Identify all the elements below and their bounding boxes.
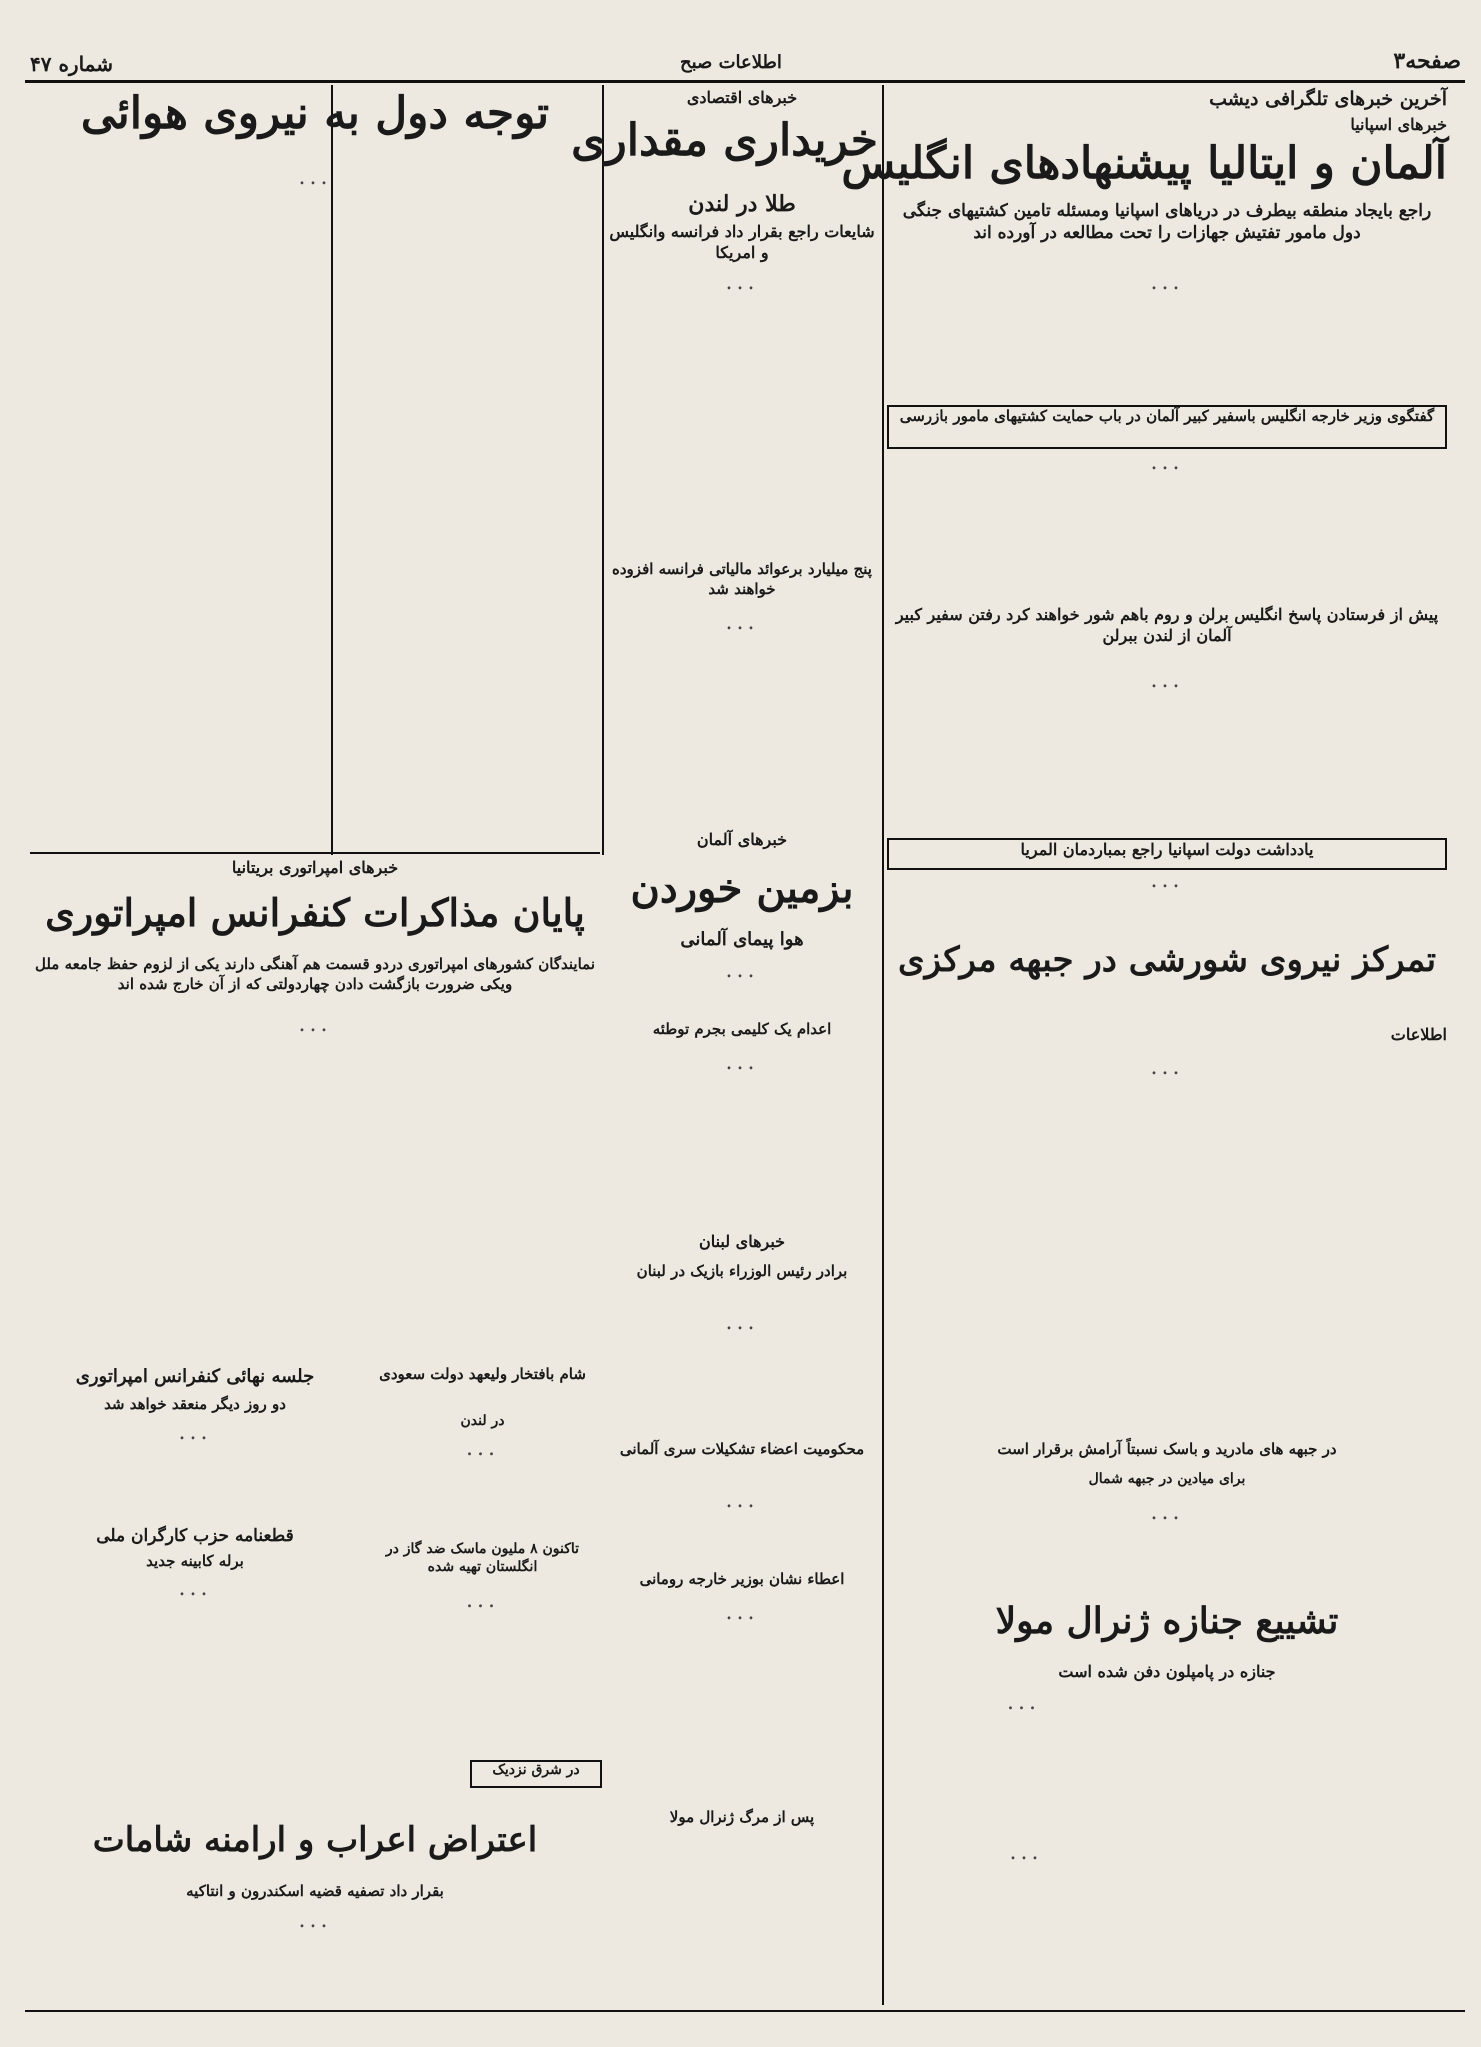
labour-title-block [30,1525,360,1551]
imperial-headline: پایان مذاکرات کنفرانس امپراتوری [45,890,585,935]
footer-rule [25,2010,1465,2012]
germany-body-1 [606,958,878,1018]
body-text: ... [1150,270,1184,295]
section-label: خبرهای امپراتوری بریتانیا [231,858,399,877]
spain-headline-block [841,138,1447,198]
central-front-box [887,1440,1447,1468]
economy-label-block [606,88,878,114]
body-text: ... [1007,1690,1040,1715]
mola-subheadline: جنازه در پامپلون دفن شده است [1058,1662,1276,1681]
section-label: در شرق نزدیک [492,1762,580,1778]
body-text: ... [1009,1840,1043,1865]
imperial-label-block [30,858,600,886]
gold-subheadline: طلا در لندن [688,191,796,217]
lebanon-body-3 [606,1600,878,1670]
gas-title: تاکنون ۸ ملیون ماسک ضد گاز در انگلستان تهیه شده [385,1541,580,1576]
saudi-sub-block [365,1412,600,1434]
column-divider [602,85,604,855]
saudi-sub: در لندن [460,1413,505,1429]
air-force-headline: توجه دول به نیروی هوائی [80,88,550,139]
body-text: ... [725,270,759,295]
air-force-headline-block [30,88,600,160]
body-text: ... [725,610,759,635]
lebanon-label-block [606,1232,878,1256]
central-front-headline-block [887,940,1447,1000]
gold-sub2-block [606,222,878,268]
horizontal-divider [30,852,600,854]
conf-sub: دو روز دیگر منعقد خواهد شد [104,1395,286,1413]
spain-subheadline-block [887,200,1447,266]
box-title: اعطاء نشان بوزیر خارجه رومانی [639,1570,845,1588]
gold-sub2: شایعات راجع بقرار داد فرانسه وانگلیس و امریکا [609,222,875,262]
box-title: اعدام یک کلیمی بجرم توطئه [652,1020,832,1038]
gold-headline-block [571,115,878,185]
lebanon-box2-block [606,1570,878,1598]
gold-headline: خریداری مقداری [571,115,878,166]
arab-body [30,1908,600,2003]
body-text: ... [725,958,759,983]
issue-number: شماره ۴۷ [30,52,113,76]
paper-name-date: اطلاعات صبح [680,52,782,73]
imperial-subheadline: نمایندگان کشورهای امپراتوری دردو قسمت هم آهنگی دارند یکی از لزوم حفظ جامعه ملل ویکی ضرورت بازگشت دادن چهاردولتی که از آن خارج شده اند [34,955,595,993]
body-text: ... [178,1420,212,1445]
lebanon-body-2 [606,1488,878,1568]
body-text: ... [298,1908,332,1933]
imperial-body [30,1012,600,1362]
central-front-body-2 [887,1500,1447,1595]
section-label: خبرهای لبنان [698,1232,786,1251]
germany-headline: بزمین خوردن [630,865,854,912]
body-text: ... [725,1050,759,1075]
body-text: ... [1150,1500,1184,1525]
gold-sub-block [606,190,878,220]
east-label-block [470,1760,602,1788]
arab-sub: بقرار داد تصفیه قضیه اسکندرون و انتاکیه [186,1882,444,1900]
body-text: ... [725,1310,759,1335]
spain-headline: آلمان و ایتالیا پیشنهادهای انگلیس [841,138,1447,189]
body-text: ... [1150,1055,1184,1080]
section-label: آخرین خبرهای تلگرافی دیشب [1209,88,1447,110]
labour-sub-block [30,1552,360,1574]
central-front-section [1300,1025,1447,1051]
labour-body [30,1576,360,1696]
conf-sub-block [30,1395,360,1419]
saudi-title-block [365,1365,600,1411]
section-label: خبرهای اقتصادی [686,88,798,107]
box-title: گفتگوی وزیر خارجه انگلیس باسفیر کبیر آلمان در باب حمایت کشتیهای مامور بازرسی [899,407,1435,425]
body-text: ... [1150,450,1184,475]
lebanon-body-1 [606,1310,878,1440]
mola-box-block [606,1808,878,1836]
spain-box-1 [887,405,1447,449]
body-text: ... [1150,868,1184,893]
mola-sub-block [887,1662,1447,1688]
body-text: ... [466,1588,499,1613]
box-title: برای میادین در جبهه شمال [1088,1471,1246,1487]
lebanon-sub-block [606,1440,878,1486]
body-text: ... [1150,668,1184,693]
gold-box-block [606,560,878,606]
sub-label: خبرهای اسپانیا [1350,115,1447,134]
germany-headline-block [606,865,878,925]
box-title: پس از مرگ ژنرال مولا [669,1808,815,1826]
conf-title-block [30,1365,360,1393]
imperial-headline-block [30,890,600,950]
germany-sub-block [606,928,878,956]
section-label: خبرهای آلمان [696,830,788,849]
spain-box-2 [887,605,1447,665]
saudi-title: شام بافتخار ولیعهد دولت سعودی [379,1365,586,1383]
central-front-body [887,1055,1447,1435]
labour-title: قطعنامه حزب کارگران ملی [96,1526,294,1546]
mola-body [600,1690,1447,1800]
box-title: یادداشت دولت اسپانیا راجع بمباردمان المریا [1020,840,1314,859]
body-text: ... [725,1488,759,1513]
gas-title-block [365,1540,600,1586]
germany-sub: هوا پیمای آلمانی [680,929,804,950]
mola-headline: تشییع جنازه ژنرال مولا [995,1600,1339,1642]
arab-title: اعتراض اعراب و ارامنه شامات [92,1820,538,1860]
spain-body-1 [887,270,1447,400]
conf-body [30,1420,360,1520]
lebanon-sub: محکومیت اعضاء تشکیلات سری آلمانی [619,1440,865,1458]
body-text: ... [298,1012,332,1037]
spain-body-4 [887,868,1447,938]
gas-body [365,1588,600,1698]
conf-title: جلسه نهائی کنفرانس امپراتوری [75,1366,315,1387]
spain-subheadline: راجع بایجاد منطقه بیطرف در دریاهای اسپانیا ومسئله تامین کشتیهای جنگی دول مامور تفتیش جهازات را تحت مطالعه در آورده اند [902,201,1432,244]
box-title: در جبهه های مادرید و باسک نسبتاً آرامش برقرار است [997,1440,1337,1458]
spain-body-3 [887,668,1447,838]
arab-sub-block [30,1882,600,1906]
section-label: اطلاعات [1390,1025,1447,1044]
right-sub-label [887,115,1447,137]
header-rule [25,80,1465,83]
imperial-sub-block [30,955,600,1010]
box-title: برادر رئیس الوزراء بازیک در لبنان [636,1262,848,1280]
body-text: ... [725,1600,759,1625]
spain-body-2 [887,450,1447,600]
saudi-body [365,1436,600,1536]
spain-box-3 [887,838,1447,870]
central-front-box2 [887,1470,1447,1496]
labour-sub: برله کابینه جدید [146,1552,244,1570]
germany-box-block [606,1020,878,1048]
lebanon-box-block [606,1262,878,1308]
central-front-headline: تمرکز نیروی شورشی در جبهه مرکزی [897,940,1437,980]
body-text: ... [178,1576,212,1601]
air-force-body [30,165,600,845]
body-text: ... [466,1436,499,1461]
body-text: ... [298,165,332,190]
gold-body-1 [606,270,878,560]
mola-body-2 [606,1840,1446,2005]
right-section-label [887,88,1447,114]
box-title: پیش از فرستادن پاسخ انگلیس برلن و روم باهم شور خواهند کرد رفتن سفیر کبیر آلمان از لندن ببرلن [895,605,1439,645]
germany-body-2 [606,1050,878,1230]
arab-title-block [30,1820,600,1880]
germany-label-block [606,830,878,856]
gold-body-2 [606,610,878,840]
mola-headline-block [887,1600,1447,1662]
box-title: پنج میلیارد برعوائد مالیاتی فرانسه افزوده خواهند شد [612,560,872,598]
page-number: صفحه۳ [1393,48,1461,74]
